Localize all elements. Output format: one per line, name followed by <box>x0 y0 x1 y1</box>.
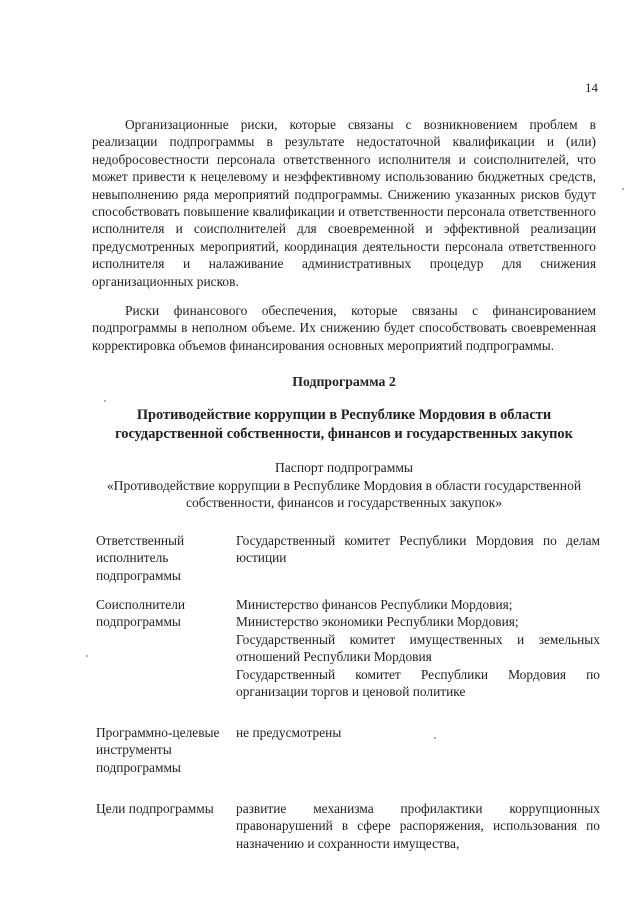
scan-speck <box>434 737 436 739</box>
row-value: не предусмотрены <box>236 725 342 740</box>
row-value <box>236 596 600 700</box>
table-row-instruments <box>96 724 600 794</box>
coexecutor-item: Государственный комитет Республики Мордовия по организации торгов и ценовой политике <box>236 666 600 700</box>
row-label: Программно-целевые инструменты подпрограммы <box>96 725 220 775</box>
paragraph-text: Организационные риски, которые связаны с возникновением проблем в реализации подпрограммы в результате недостаточной квалификации и (или) недобросовестности персонала ответственного исполнителя и соисполнителей, что может привести к нецелевому и неэффективному использованию бюджетных средств, невыполнению ряда мероприятий подпрограммы. Снижению указанных рисков будут способствовать повышение квалификации и ответственности персонала ответственного исполнителя и соисполнителей для своевременной и эффективной реализации предусмотренных мероприятий, координация деятельности персонала ответственного исполнителя и налаживание административных процедур для снижения организационных рисков. <box>92 117 596 289</box>
risk-paragraph-organizational <box>92 116 596 290</box>
table-row-coexecutors <box>96 596 600 716</box>
row-value: Государственный комитет Республики Мордовия по делам юстиции <box>236 533 600 566</box>
risk-paragraph-financial <box>92 302 596 354</box>
table-row-goals <box>96 800 600 852</box>
row-label: Ответственный исполнитель подпрограммы <box>96 533 185 583</box>
passport-table <box>96 532 600 852</box>
subprogram-heading: Подпрограмма 2 <box>292 374 396 389</box>
table-row-responsible <box>96 532 600 590</box>
scan-speck <box>622 188 624 190</box>
row-label: Соисполнители подпрограммы <box>96 597 186 630</box>
scan-speck <box>104 400 106 402</box>
passport-heading-block <box>92 459 596 512</box>
scan-speck <box>86 655 88 657</box>
coexecutor-item: Государственный комитет имущественных и земельных отношений Республики Мордовия <box>236 631 600 665</box>
page-number: 14 <box>585 80 598 95</box>
row-label: Цели подпрограммы <box>96 801 214 816</box>
passport-heading: Паспорт подпрограммы <box>274 460 414 475</box>
row-value: развитие механизма профилактики коррупционных правонарушений в сфере распоряжения, использования по назначению и сохранности имущества, <box>236 801 600 851</box>
passport-title: «Противодействие коррупции в Республике Мордовия в области государственной собственности, финансов и государственных закупок» <box>106 477 582 510</box>
coexecutor-item: Министерство экономики Республики Мордовия; <box>236 614 519 630</box>
paragraph-text: Риски финансового обеспечения, которые связаны с финансированием подпрограммы в неполном объеме. Их снижению будет способствовать своевременная корректировка объемов финансирования основных мероприятий подпрограммы. <box>92 303 596 353</box>
coexecutor-item: Министерство финансов Республики Мордовия; <box>236 597 513 612</box>
subprogram-title: Противодействие коррупции в Республике Мордовия в области государственной собственности, финансов и государственных закупок <box>115 407 573 442</box>
